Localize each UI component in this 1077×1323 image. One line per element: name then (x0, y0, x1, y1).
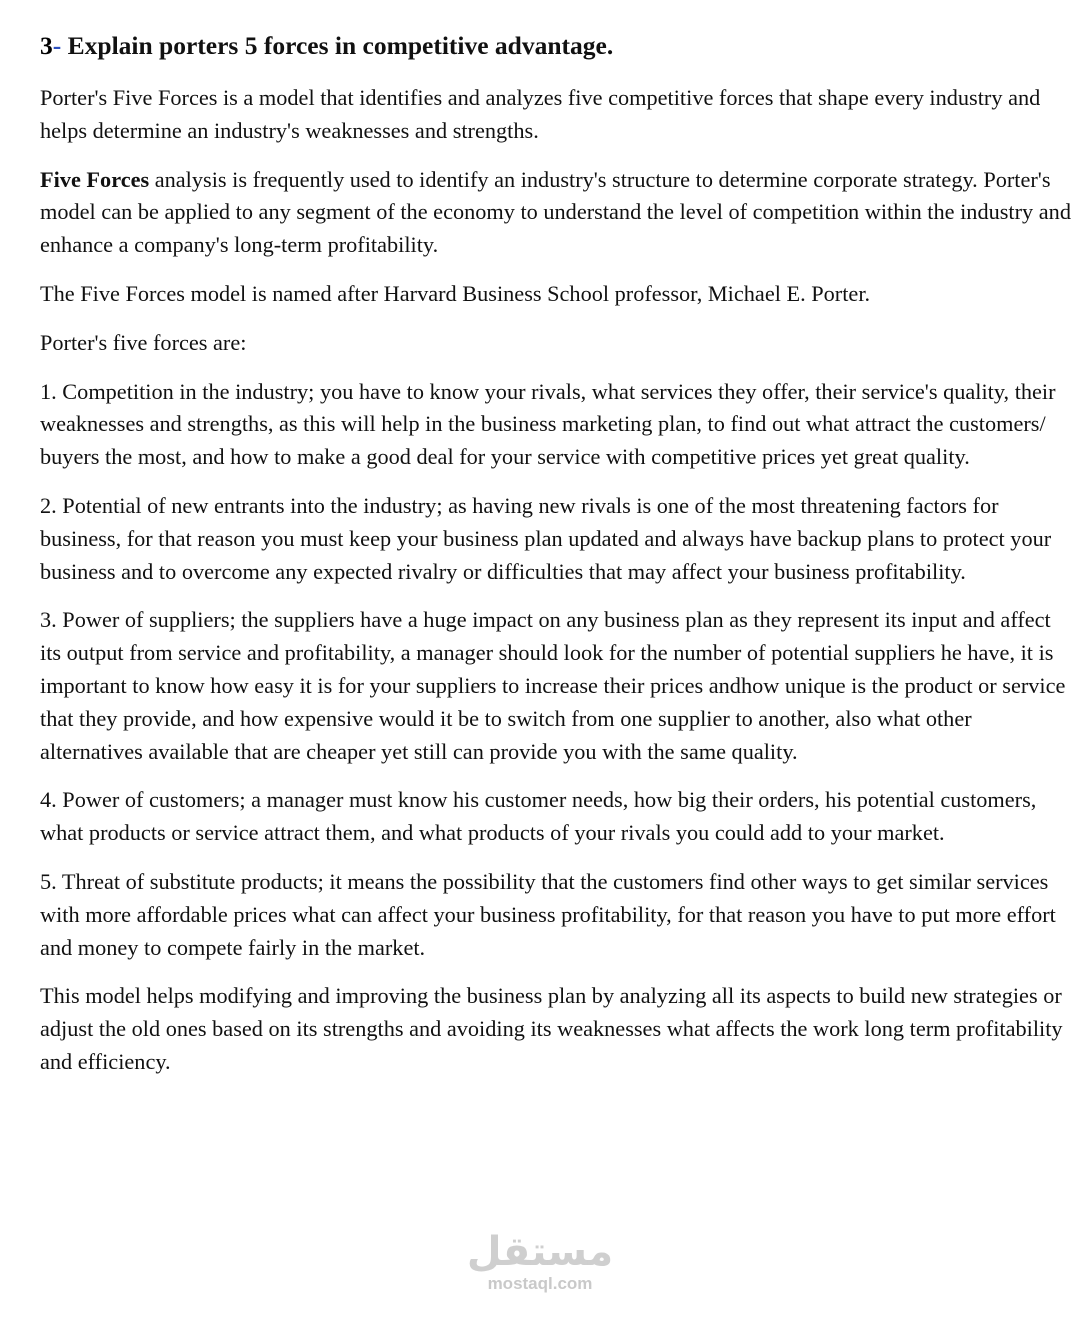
analysis-bold-term: Five Forces (40, 166, 150, 192)
mostaql-watermark (430, 1230, 650, 1294)
document-page (40, 28, 1072, 1095)
heading-text: Explain porters 5 forces in competitive advantage. (61, 31, 614, 60)
force-2-paragraph: 2. Potential of new entrants into the industry; as having new rivals is one of the most threatening factors for business, for that reason you must keep your business plan updated and always have backup plans to protect your business and to overcome any expected rivalry or difficulties that may affect your business profitability. (40, 492, 1052, 584)
force-4-paragraph: 4. Power of customers; a manager must know his customer needs, how big their orders, his potential customers, what products or service attract them, and what products of your rivals you could add to your market. (40, 787, 1037, 846)
forces-list-intro: Porter's five forces are: (40, 329, 247, 355)
heading-dash: - (52, 31, 62, 60)
watermark-arabic: مستقل (466, 1229, 614, 1275)
watermark-latin: mostaql.com (487, 1274, 593, 1293)
analysis-text: analysis is frequently used to identify an industry's structure to determine corporate strategy. Porter's model can be applied to any segment of the economy to understand the level of competition within the industry and enhance a company's long-term profitability. (40, 166, 1071, 258)
heading-number: 3 (40, 31, 53, 60)
question-heading (40, 28, 1072, 64)
force-1-paragraph: 1. Competition in the industry; you have to know your rivals, what services they offer, their service's quality, their weaknesses and strengths, as this will help in the business marketing plan, to find out what attract the customers/ buyers the most, and how to make a good deal for your service with competitive prices yet great quality. (40, 378, 1056, 470)
analysis-paragraph (40, 164, 1072, 262)
force-3-paragraph: 3. Power of suppliers; the suppliers have a huge impact on any business plan as they represent its input and affect its output from service and profitability, a manager should look for the number of potential suppliers he have, it is important to know how easy it is for your suppliers to increase their prices andhow unique is the product or service that they provide, and how expensive would it be to switch from one supplier to another, also what other alternatives available that are cheaper yet still can provide you with the same quality. (40, 607, 1066, 764)
intro-paragraph: Porter's Five Forces is a model that identifies and analyzes five competitive forces that shape every industry and helps determine an industry's weaknesses and strengths. (40, 85, 1041, 143)
conclusion-paragraph: This model helps modifying and improving the business plan by analyzing all its aspects to build new strategies or adjust the old ones based on its strengths and avoiding its weaknesses what affects the work long term profitability and efficiency. (40, 983, 1063, 1074)
force-5-paragraph: 5. Threat of substitute products; it means the possibility that the customers find other ways to get similar services with more affordable prices what can affect your business profitability, for that reason you have to put more effort and money to compete fairly in the market. (40, 868, 1056, 960)
named-after-paragraph: The Five Forces model is named after Harvard Business School professor, Michael E. Porter. (40, 280, 871, 306)
